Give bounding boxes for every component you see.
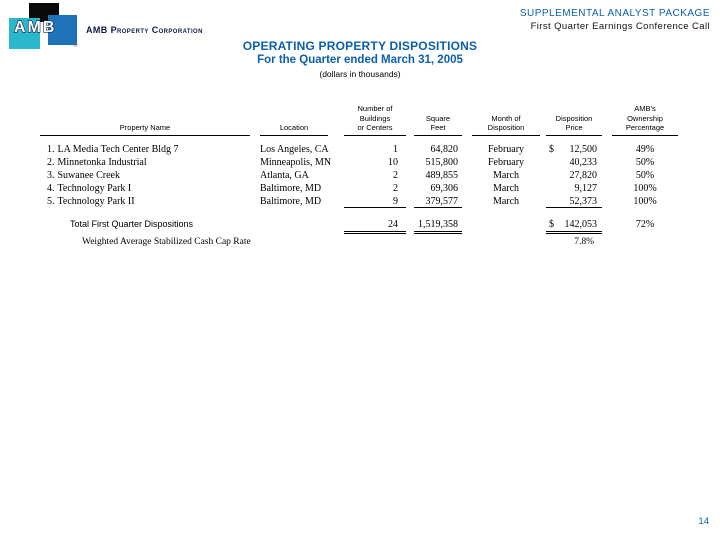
cell-property-name: 2. Minnetonka Industrial [47, 156, 147, 168]
cell-price: $ 12,500 [549, 143, 597, 155]
registered-trademark-icon: ® [73, 43, 78, 49]
table-row [40, 156, 680, 169]
table-row [40, 169, 680, 182]
cell-price: 9,127 [574, 182, 597, 194]
cell-property-name: 4. Technology Park I [47, 182, 132, 194]
totals-square-feet: 1,519,358 [414, 218, 462, 234]
page-title: OPERATING PROPERTY DISPOSITIONS [242, 39, 478, 53]
page-title-block [0, 39, 720, 79]
cell-buildings: 2 [393, 182, 398, 194]
cell-price: 52,373 [546, 195, 602, 208]
cell-price: 40,233 [569, 156, 597, 168]
cell-location: Atlanta, GA [260, 169, 309, 181]
cell-square-feet: 515,800 [425, 156, 458, 168]
cell-buildings: 1 [393, 143, 398, 155]
column-header-month: Month of Disposition [472, 114, 540, 136]
cell-property-name: 1. LA Media Tech Center Bldg 7 [47, 143, 179, 155]
cell-square-feet: 69,306 [430, 182, 458, 194]
currency-symbol: $ [549, 218, 554, 230]
cell-month: February [487, 143, 525, 155]
cell-ownership: 50% [635, 156, 655, 168]
cell-property-name: 5. Technology Park II [47, 195, 135, 207]
cell-month: February [487, 156, 525, 168]
cell-square-feet: 489,855 [425, 169, 458, 181]
package-subtitle: First Quarter Earnings Conference Call [530, 21, 710, 32]
table-row [40, 182, 680, 195]
table-body [40, 143, 680, 208]
cell-price: 27,820 [569, 169, 597, 181]
cell-ownership: 100% [633, 182, 657, 194]
cell-buildings: 2 [393, 169, 398, 181]
table-row [40, 195, 680, 208]
dispositions-table [40, 104, 680, 249]
page-subtitle: For the Quarter ended March 31, 2005 [257, 54, 463, 66]
cell-location: Baltimore, MD [260, 182, 322, 194]
logo-wordmark: AMB [14, 19, 57, 36]
cell-location: Minneapolis, MN [260, 156, 332, 168]
table-header-row [40, 104, 680, 136]
cell-ownership: 50% [635, 169, 655, 181]
totals-price: $ 142,053 [546, 218, 602, 234]
cell-property-name: 3. Suwanee Creek [47, 169, 120, 181]
totals-label: Total First Quarter Dispositions [70, 218, 194, 229]
package-title: SUPPLEMENTAL ANALYST PACKAGE [519, 8, 710, 19]
column-header-ownership: AMB's Ownership Percentage [612, 104, 678, 136]
cell-buildings: 10 [388, 156, 398, 168]
totals-buildings: 24 [344, 218, 406, 234]
cap-rate-row [40, 236, 680, 249]
currency-symbol: $ [549, 143, 554, 155]
cell-month: March [492, 182, 520, 194]
column-header-square-feet: Square Feet [414, 114, 462, 136]
cell-location: Baltimore, MD [260, 195, 322, 207]
column-header-location: Location [260, 123, 328, 136]
totals-ownership: 72% [635, 218, 655, 230]
cell-buildings: 9 [344, 195, 406, 208]
table-row [40, 143, 680, 156]
cell-month: March [492, 195, 520, 207]
page-number: 14 [698, 516, 709, 527]
cell-ownership: 49% [635, 143, 655, 155]
cell-month: March [492, 169, 520, 181]
cell-square-feet: 379,577 [414, 195, 462, 208]
column-header-property-name: Property Name [40, 123, 250, 136]
cap-rate-value: 7.8% [574, 236, 594, 247]
column-header-buildings: Number of Buildings or Centers [344, 104, 406, 136]
company-name: AMB Property Corporation [86, 25, 203, 35]
cell-square-feet: 64,820 [430, 143, 458, 155]
cell-location: Los Angeles, CA [260, 143, 329, 155]
totals-month-spacer [472, 218, 540, 234]
cell-ownership: 100% [633, 195, 657, 207]
column-header-price: Disposition Price [546, 114, 602, 136]
units-note: (dollars in thousands) [319, 69, 401, 79]
totals-row [40, 218, 680, 234]
cap-rate-label: Weighted Average Stabilized Cash Cap Rate [82, 236, 251, 247]
document-header [520, 8, 710, 32]
totals-location-spacer [260, 218, 328, 234]
